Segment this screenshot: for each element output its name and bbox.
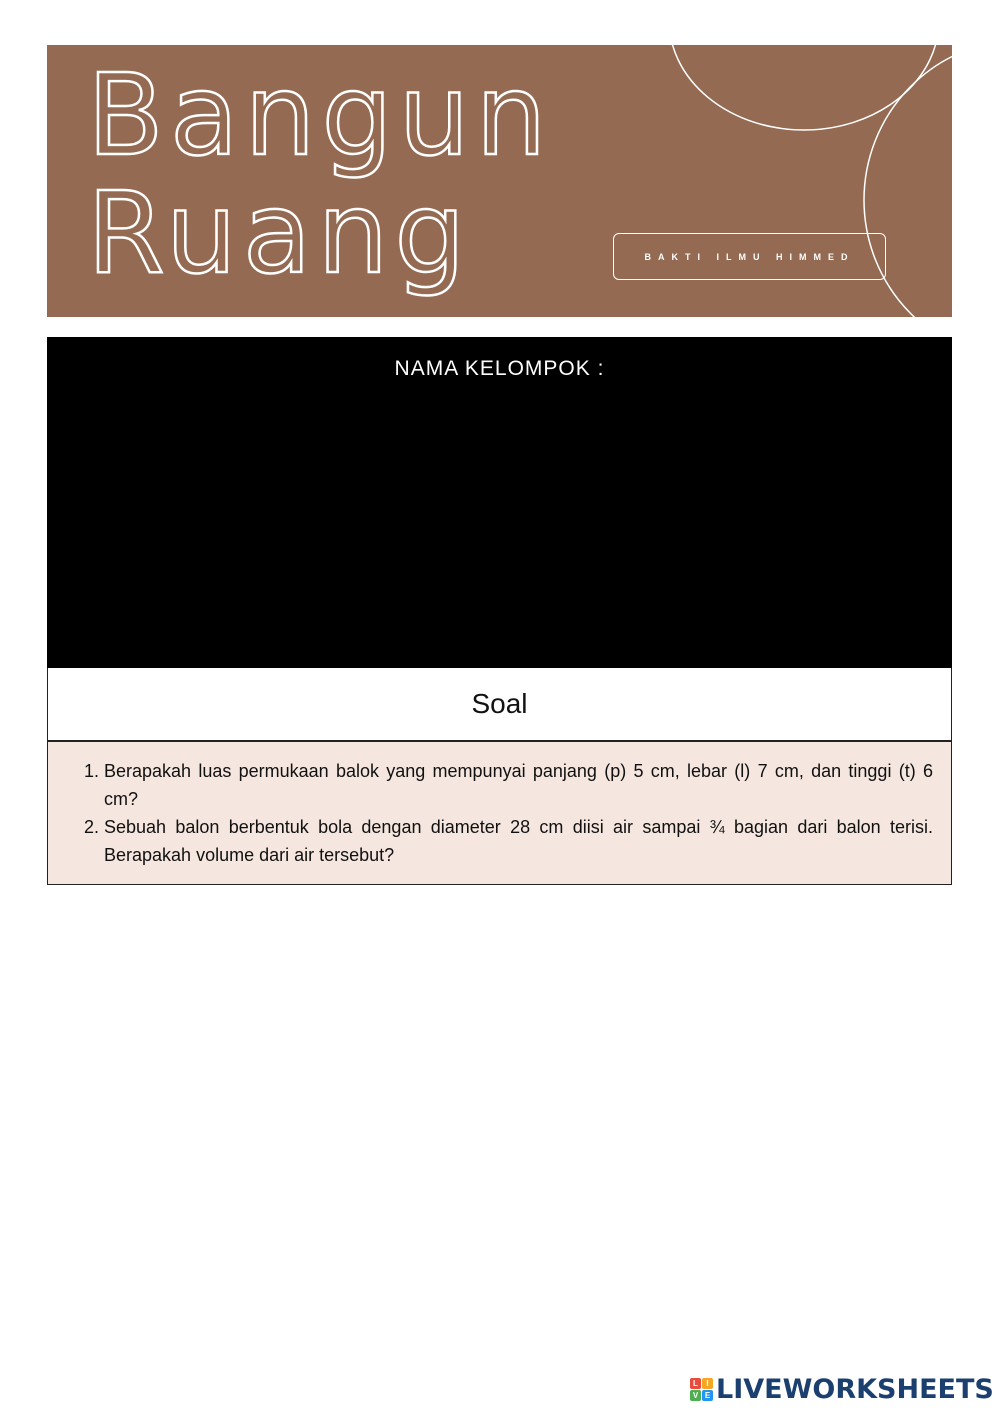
logo-letter: L: [690, 1378, 701, 1389]
decorative-circle-top: [669, 45, 939, 130]
group-name-box: [47, 337, 952, 668]
question-item: 2. Sebuah balon berbentuk bola dengan diameter 28 cm diisi air sampai ¾ bagian dari balon terisi. Berapakah volume dari air tersebut?: [104, 813, 933, 869]
logo-letter: V: [690, 1390, 701, 1401]
logo-text: LIVEWORKSHEETS: [716, 1373, 994, 1405]
question-list-box: [47, 741, 952, 885]
title-line-1: Bangun: [87, 51, 553, 181]
section-title: Soal: [47, 668, 952, 741]
question-list: [48, 742, 951, 869]
liveworksheets-logo[interactable]: [690, 1373, 994, 1405]
title-banner: [47, 45, 952, 317]
logo-icon: [690, 1378, 713, 1401]
logo-letter: E: [702, 1390, 713, 1401]
group-name-label: NAMA KELOMPOK :: [394, 357, 605, 380]
question-item: 1. Berapakah luas permukaan balok yang mempunyai panjang (p) 5 cm, lebar (l) 7 cm, dan tinggi (t) 6 cm?: [104, 757, 933, 813]
author-badge: BAKTI ILMU HIMMED: [613, 233, 886, 280]
logo-letter: I: [702, 1378, 713, 1389]
title-line-2: Ruang: [87, 169, 472, 299]
